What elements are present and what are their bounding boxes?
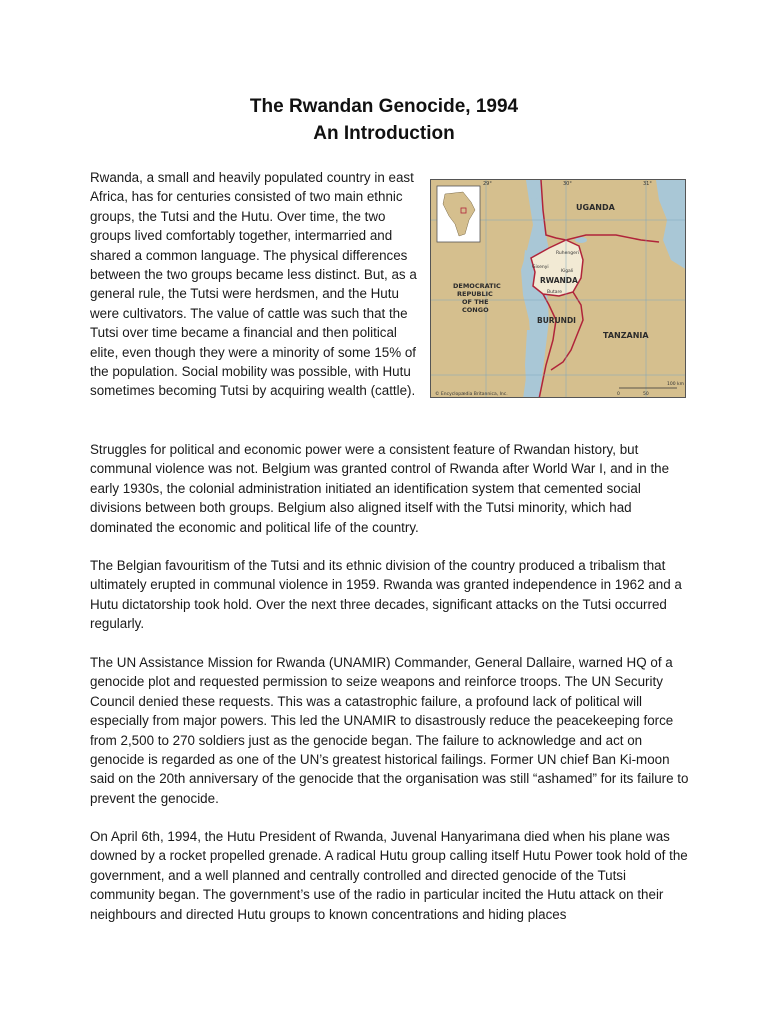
map-city-kigali: Kigali (561, 269, 574, 274)
map-label-rwanda: RWANDA (540, 276, 578, 285)
title-line-1: The Rwandan Genocide, 1994 (249, 96, 519, 117)
rwanda-map-image (430, 179, 686, 398)
map-label-drc-3: OF THE (462, 298, 489, 306)
map-city-ruhengeri: Ruhengeri (556, 251, 579, 256)
map-lon-30: 30° (563, 181, 572, 187)
map-city-gisenyi: Gisenyi (532, 265, 549, 270)
map-scale-50: 50 (643, 392, 649, 397)
intro-paragraph: Rwanda, a small and heavily populated country in east Africa, has for centuries consisted of two main ethnic groups, the Tutsi and the Hutu. Over time, the two groups lived comfortably together, intermarried and shared a common language. The physical differences between the two groups became less distinct. But, as a general rule, the Tutsi were herdsmen, and the Hutu were cultivators. The value of cattle was such that the Tutsi over time became a financial and then political elite, even though they were a minority of some 15% of the population. Social mobility was possible, with Hutu sometimes becoming Tutsi by acquiring wealth (cattle). (90, 170, 417, 399)
body-paragraph-3: The UN Assistance Mission for Rwanda (UNAMIR) Commander, General Dallaire, warned HQ of a genocide plot and requested permission to seize weapons and reinforce troops. The UN Security Council denied these requests. This was a catastrophic failure, a profound lack of political will especially from major powers. This led the UNAMIR to disastrously reduce the peacekeeping force from 2,500 to 270 soldiers just as the genocide began. The failure to acknowledge and act on genocide is regarded as one of the UN’s greatest historical failings. Former UN chief Ban Ki-moon said on the 20th anniversary of the genocide that the organisation was still “ashamed” for its failure to prevent the genocide. (90, 655, 689, 806)
body-paragraph-2: The Belgian favouritism of the Tutsi and its ethnic division of the country produced a tribalism that ultimately erupted in communal violence in 1959. Rwanda was granted independence in 1962 and a Hutu dictatorship took hold. Over the next three decades, significant attacks on the Tutsi occurred regularly. (90, 558, 682, 632)
map-label-tanzania: TANZANIA (603, 331, 649, 340)
map-lake-albert (529, 180, 539, 200)
map-label-burundi: BURUNDI (537, 316, 576, 325)
map-scale-0: 0 (617, 392, 620, 397)
map-lon-29: 29° (483, 181, 492, 187)
map-lon-31: 31° (643, 181, 652, 187)
body-paragraph-1: Struggles for political and economic power were a consistent feature of Rwandan history, but communal violence was not. Belgium was granted control of Rwanda after World War I, and in the early 1930s, the colonial administration initiated an identification system that cemented social divisions between both groups. Belgium also aligned itself with the Tutsi minority, which had dominated the economic and political life of the country. (90, 442, 670, 535)
document-title (0, 93, 768, 147)
map-scale-100: 100 km (667, 382, 685, 387)
map-city-butare: Butare (547, 290, 562, 295)
title-line-2: An Introduction (313, 123, 455, 144)
map-label-drc-1: DEMOCRATIC (453, 282, 501, 290)
body-paragraph-4: On April 6th, 1994, the Hutu President of Rwanda, Juvenal Hanyarimana died when his plane was downed by a rocket propelled grenade. A radical Hutu group calling itself Hutu Power took hold of the government, and a well planned and centrally controlled and directed genocide of the Tutsi community began. The government’s use of the radio in particular incited the Hutu attack on their neighbours and directed Hutu groups to known concentrations and hiding places (90, 829, 688, 922)
map-lake-tanganyika (525, 330, 537, 398)
map-label-uganda: UGANDA (576, 203, 615, 212)
map-label-drc-4: CONGO (462, 306, 489, 314)
map-label-drc-2: REPUBLIC (457, 290, 493, 298)
map-copyright: © Encyclopædia Britannica, Inc. (435, 392, 508, 397)
